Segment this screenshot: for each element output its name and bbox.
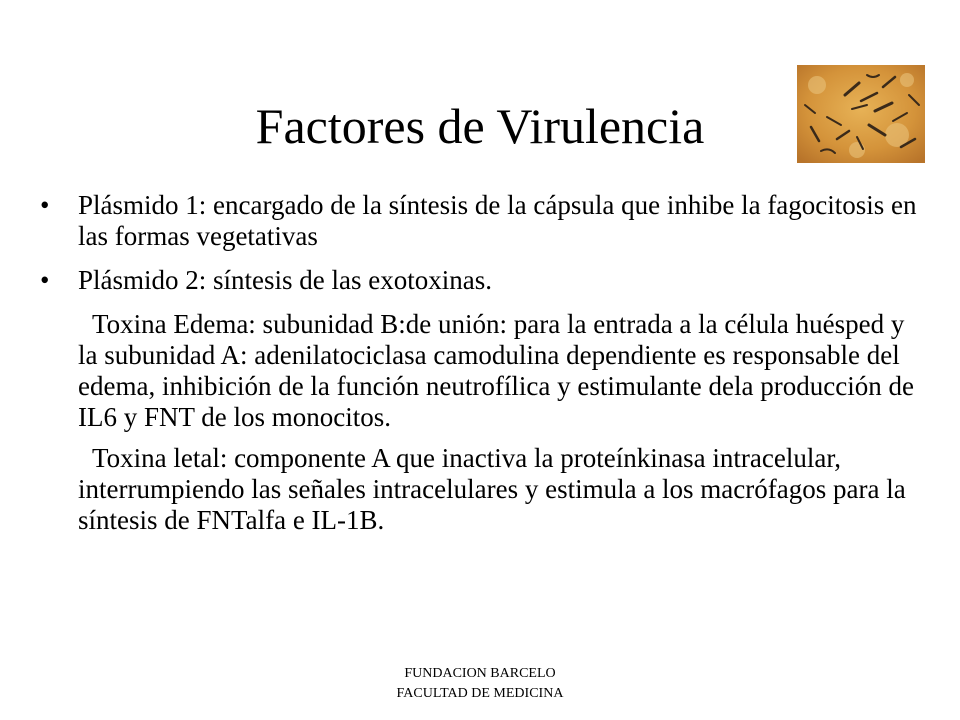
footer-institution: FUNDACION BARCELO [404,666,556,681]
bullet-text: Plásmido 2: síntesis de las exotoxinas. [78,265,492,295]
footer-faculty: FACULTAD DE MEDICINA [396,686,564,701]
bullet-text: Plásmido 1: encargado de la síntesis de la cápsula que inhibe la fagocitosis en las formas vegetativas [78,190,917,251]
bullet-item-plasmid-2 [40,265,930,296]
slide-title: Factores de Virulencia [255,98,705,154]
bacteria-micrograph-image [797,65,925,163]
bullet-item-plasmid-1 [40,190,930,252]
slide-body [40,190,930,546]
bullet-glyph: • [40,265,50,295]
paragraph-toxina-letal: Toxina letal: componente A que inactiva la proteínkinasa intracelular, interrumpiendo las señales intracelulares y estimula a los macrófagos para la síntesis de FNTalfa e IL-1B. [78,443,906,535]
bullet-glyph: • [40,190,50,220]
paragraph-toxina-edema: Toxina Edema: subunidad B:de unión: para la entrada a la célula huésped y la subunidad A: adenilatociclasa camodulina dependiente es responsable del edema, inhibición de la función neutrofílica y estimulante dela producción de IL6 y FNT de los monocitos. [78,309,914,432]
